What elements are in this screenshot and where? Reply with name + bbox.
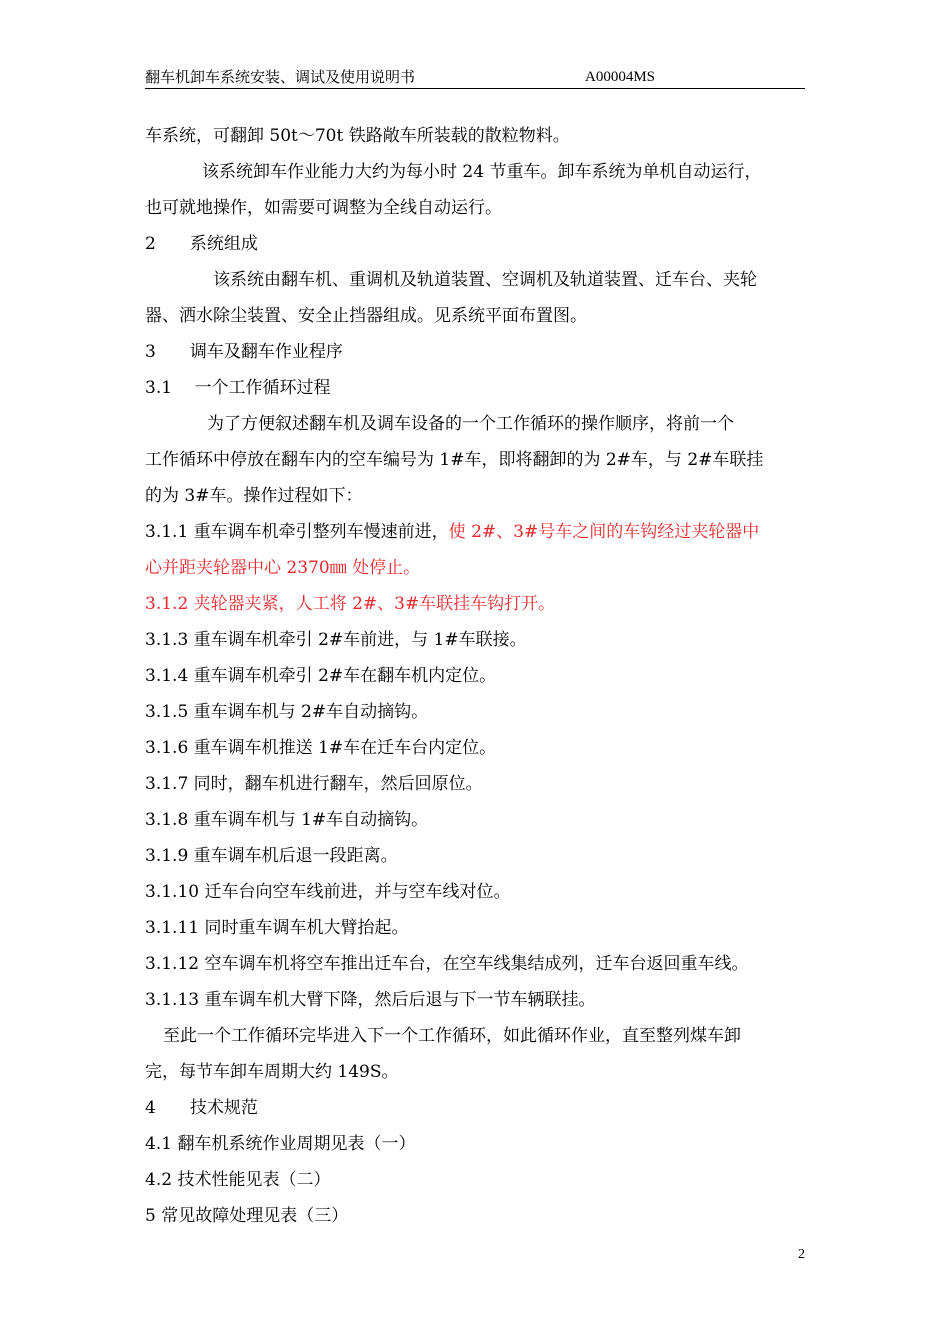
section-heading-4: 4 技术规范 xyxy=(145,1098,258,1118)
paragraph-line: 也可就地操作，如需要可调整为全线自动运行。 xyxy=(145,198,502,218)
paragraph-line: 工作循环中停放在翻车内的空车编号为 1#车，即将翻卸的为 2#车，与 2#车联挂 xyxy=(145,450,764,470)
paragraph-line: 该系统由翻车机、重调机及轨道装置、空调机及轨道装置、迁车台、夹轮 xyxy=(213,270,757,290)
step-text: 3.1.1 重车调车机牵引整列车慢速前进， xyxy=(145,522,449,542)
paragraph-line: 为了方便叙述翻车机及调车设备的一个工作循环的操作顺序，将前一个 xyxy=(207,414,734,434)
highlighted-text: 心并距夹轮器中心 2370㎜ 处停止。 xyxy=(145,558,421,578)
step-3-1-8: 3.1.8 重车调车机与 1#车自动摘钩。 xyxy=(145,810,429,830)
section-heading-2: 2 系统组成 xyxy=(145,234,258,254)
paragraph-line: 该系统卸车作业能力大约为每小时 24 节重车。卸车系统为单机自动运行， xyxy=(202,162,762,182)
step-3-1-2: 3.1.2 夹轮器夹紧，人工将 2#、3#车联挂车钩打开。 xyxy=(145,594,556,614)
page-header xyxy=(145,66,805,89)
step-3-1-9: 3.1.9 重车调车机后退一段距离。 xyxy=(145,846,398,866)
step-3-1-6: 3.1.6 重车调车机推送 1#车在迁车台内定位。 xyxy=(145,738,497,758)
subsection-4-2: 4.2 技术性能见表（二） xyxy=(145,1170,331,1190)
paragraph-line: 完，每节车卸车周期大约 149S。 xyxy=(145,1062,399,1082)
section-heading-5: 5 常见故障处理见表（三） xyxy=(145,1206,349,1226)
step-3-1-12: 3.1.12 空车调车机将空车推出迁车台，在空车线集结成列，迁车台返回重车线。 xyxy=(145,954,749,974)
subsection-4-1: 4.1 翻车机系统作业周期见表（一） xyxy=(145,1134,416,1154)
step-3-1-1 xyxy=(145,514,810,550)
subsection-heading-3-1: 3.1 一个工作循环过程 xyxy=(145,378,331,398)
document-code: A00004MS xyxy=(585,69,656,85)
step-3-1-7: 3.1.7 同时，翻车机进行翻车，然后回原位。 xyxy=(145,774,483,794)
section-heading-3: 3 调车及翻车作业程序 xyxy=(145,342,343,362)
paragraph-line: 器、洒水除尘装置、安全止挡器组成。见系统平面布置图。 xyxy=(145,306,587,326)
paragraph-line: 的为 3#车。操作过程如下： xyxy=(145,486,363,506)
step-3-1-10: 3.1.10 迁车台向空车线前进，并与空车线对位。 xyxy=(145,882,511,902)
highlighted-text: 使 2#、3#号车之间的车钩经过夹轮器中 xyxy=(448,522,760,542)
document-title: 翻车机卸车系统安装、调试及使用说明书 xyxy=(145,68,416,86)
step-3-1-13: 3.1.13 重车调车机大臂下降，然后后退与下一节车辆联挂。 xyxy=(145,990,596,1010)
document-body xyxy=(145,118,810,1234)
paragraph-line: 至此一个工作循环完毕进入下一个工作循环，如此循环作业，直至整列煤车卸 xyxy=(163,1026,741,1046)
step-3-1-11: 3.1.11 同时重车调车机大臂抬起。 xyxy=(145,918,409,938)
step-3-1-3: 3.1.3 重车调车机牵引 2#车前进，与 1#车联接。 xyxy=(145,630,527,650)
step-3-1-4: 3.1.4 重车调车机牵引 2#车在翻车机内定位。 xyxy=(145,666,497,686)
paragraph-line: 车系统，可翻卸 50t～70t 铁路敞车所装载的散粒物料。 xyxy=(145,126,570,146)
page-number: 2 xyxy=(798,1247,805,1262)
step-3-1-5: 3.1.5 重车调车机与 2#车自动摘钩。 xyxy=(145,702,429,722)
